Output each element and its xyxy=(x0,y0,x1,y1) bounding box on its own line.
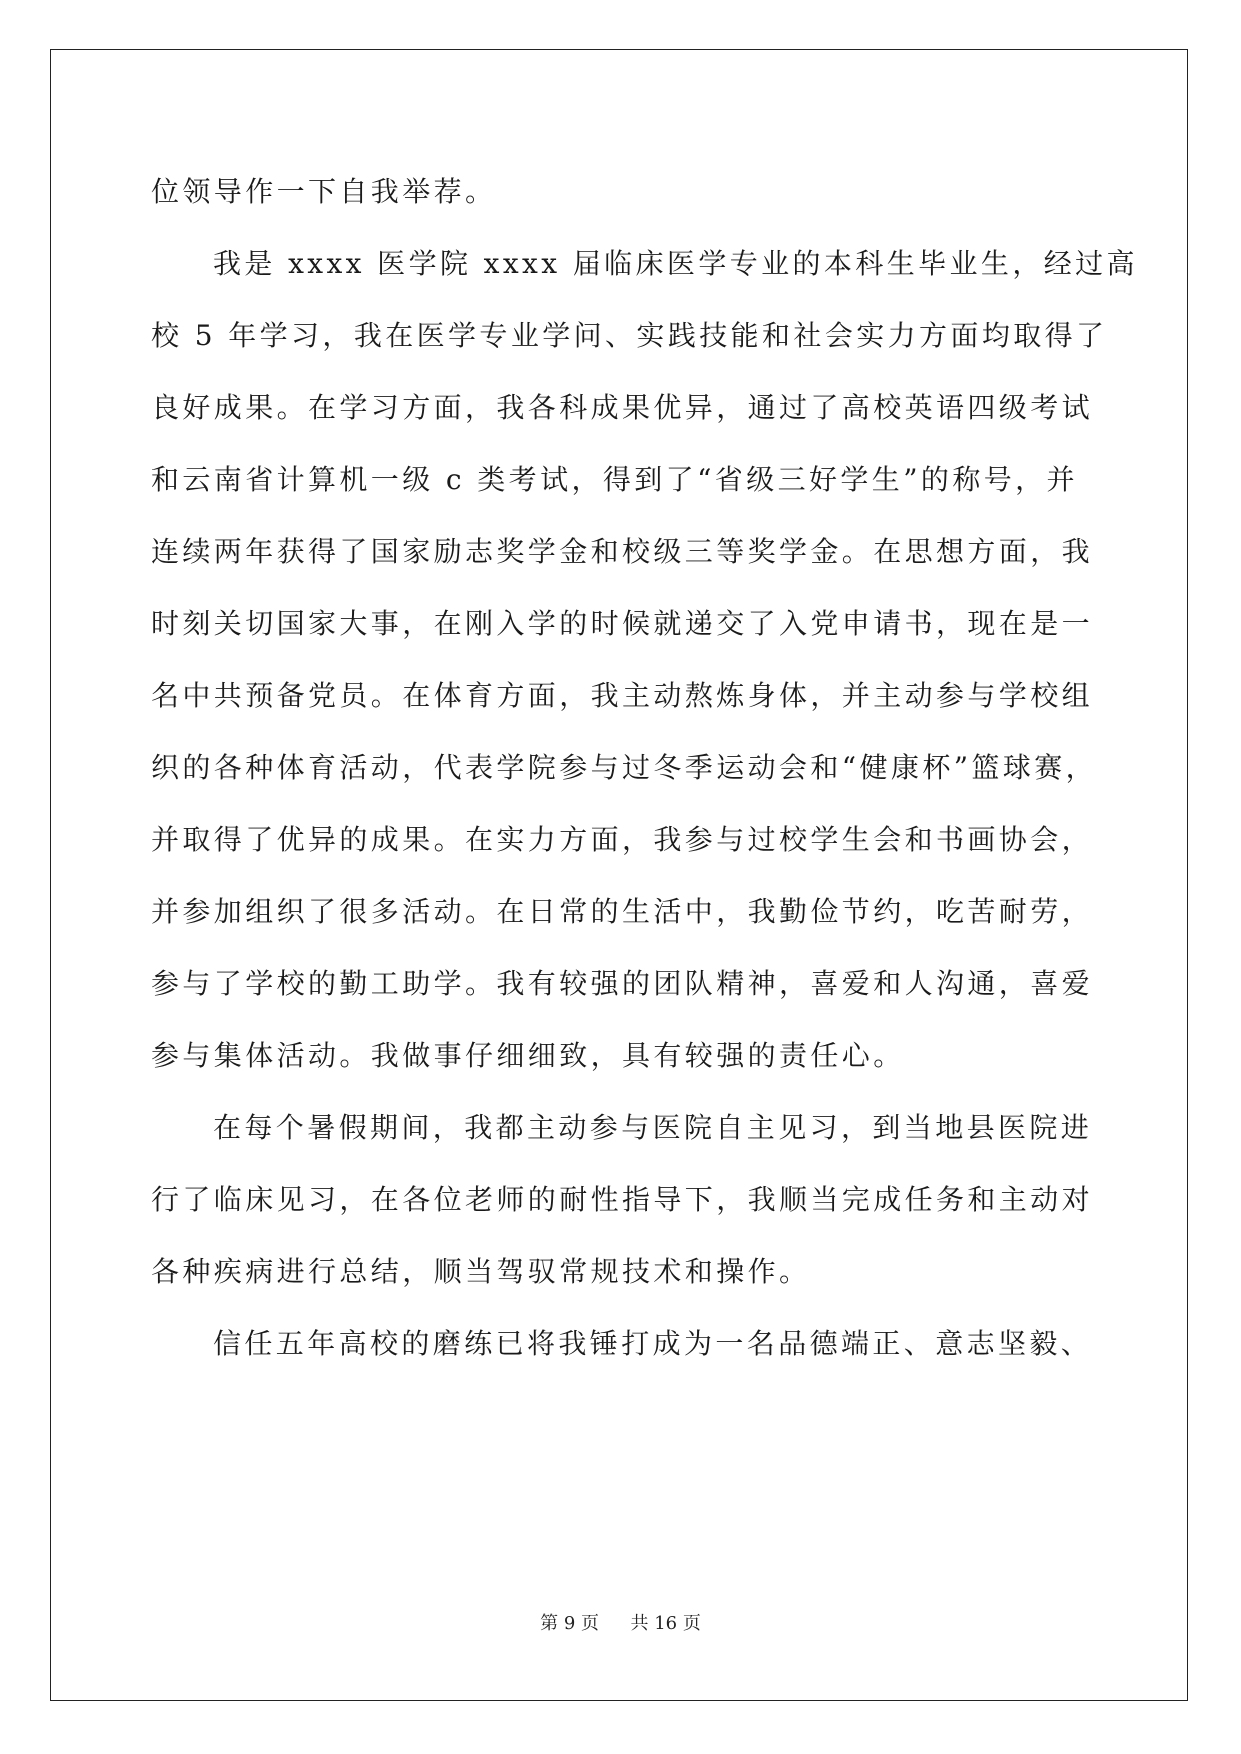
text-line-4: 良好成果。在学习方面，我各科成果优异，通过了高校英语四级考试 xyxy=(151,391,1094,424)
document-body xyxy=(151,156,1138,1380)
text-line-1: 位领导作一下自我举荐。 xyxy=(151,175,497,208)
text-line-9: 织的各种体育活动，代表学院参与过冬季运动会和“健康杯”篮球赛， xyxy=(151,751,1098,784)
text-line-8: 名中共预备党员。在体育方面，我主动熬炼身体，并主动参与学校组 xyxy=(151,679,1094,712)
text-line-3: 校 5 年学习，我在医学专业学问、实践技能和社会实力方面均取得了 xyxy=(151,319,1108,352)
text-line-11: 并参加组织了很多活动。在日常的生活中，我勤俭节约，吃苦耐劳， xyxy=(151,895,1094,928)
text-line-14: 在每个暑假期间，我都主动参与医院自主见习，到当地县医院进 xyxy=(213,1111,1093,1144)
text-line-2: 我是 xxxx 医学院 xxxx 届临床医学专业的本科生毕业生，经过高 xyxy=(213,247,1138,280)
text-line-10: 并取得了优异的成果。在实力方面，我参与过校学生会和书画协会， xyxy=(151,823,1094,856)
text-line-5: 和云南省计算机一级 c 类考试，得到了“省级三好学生”的称号，并 xyxy=(151,463,1078,496)
text-line-13: 参与集体活动。我做事仔细细致，具有较强的责任心。 xyxy=(151,1039,905,1072)
text-line-17: 信任五年高校的磨练已将我锤打成为一名品德端正、意志坚毅、 xyxy=(213,1327,1093,1360)
text-line-16: 各种疾病进行总结，顺当驾驭常规技术和操作。 xyxy=(151,1255,811,1288)
page-number: 第 9 页 xyxy=(540,1613,600,1634)
text-line-7: 时刻关切国家大事，在刚入学的时候就递交了入党申请书，现在是一 xyxy=(151,607,1094,640)
text-line-15: 行了临床见习，在各位老师的耐性指导下，我顺当完成任务和主动对 xyxy=(151,1183,1094,1216)
text-line-12: 参与了学校的勤工助学。我有较强的团队精神，喜爱和人沟通，喜爱 xyxy=(151,967,1094,1000)
page-total: 共 16 页 xyxy=(630,1613,701,1634)
page-footer xyxy=(0,1612,1241,1636)
text-line-6: 连续两年获得了国家励志奖学金和校级三等奖学金。在思想方面，我 xyxy=(151,535,1094,568)
